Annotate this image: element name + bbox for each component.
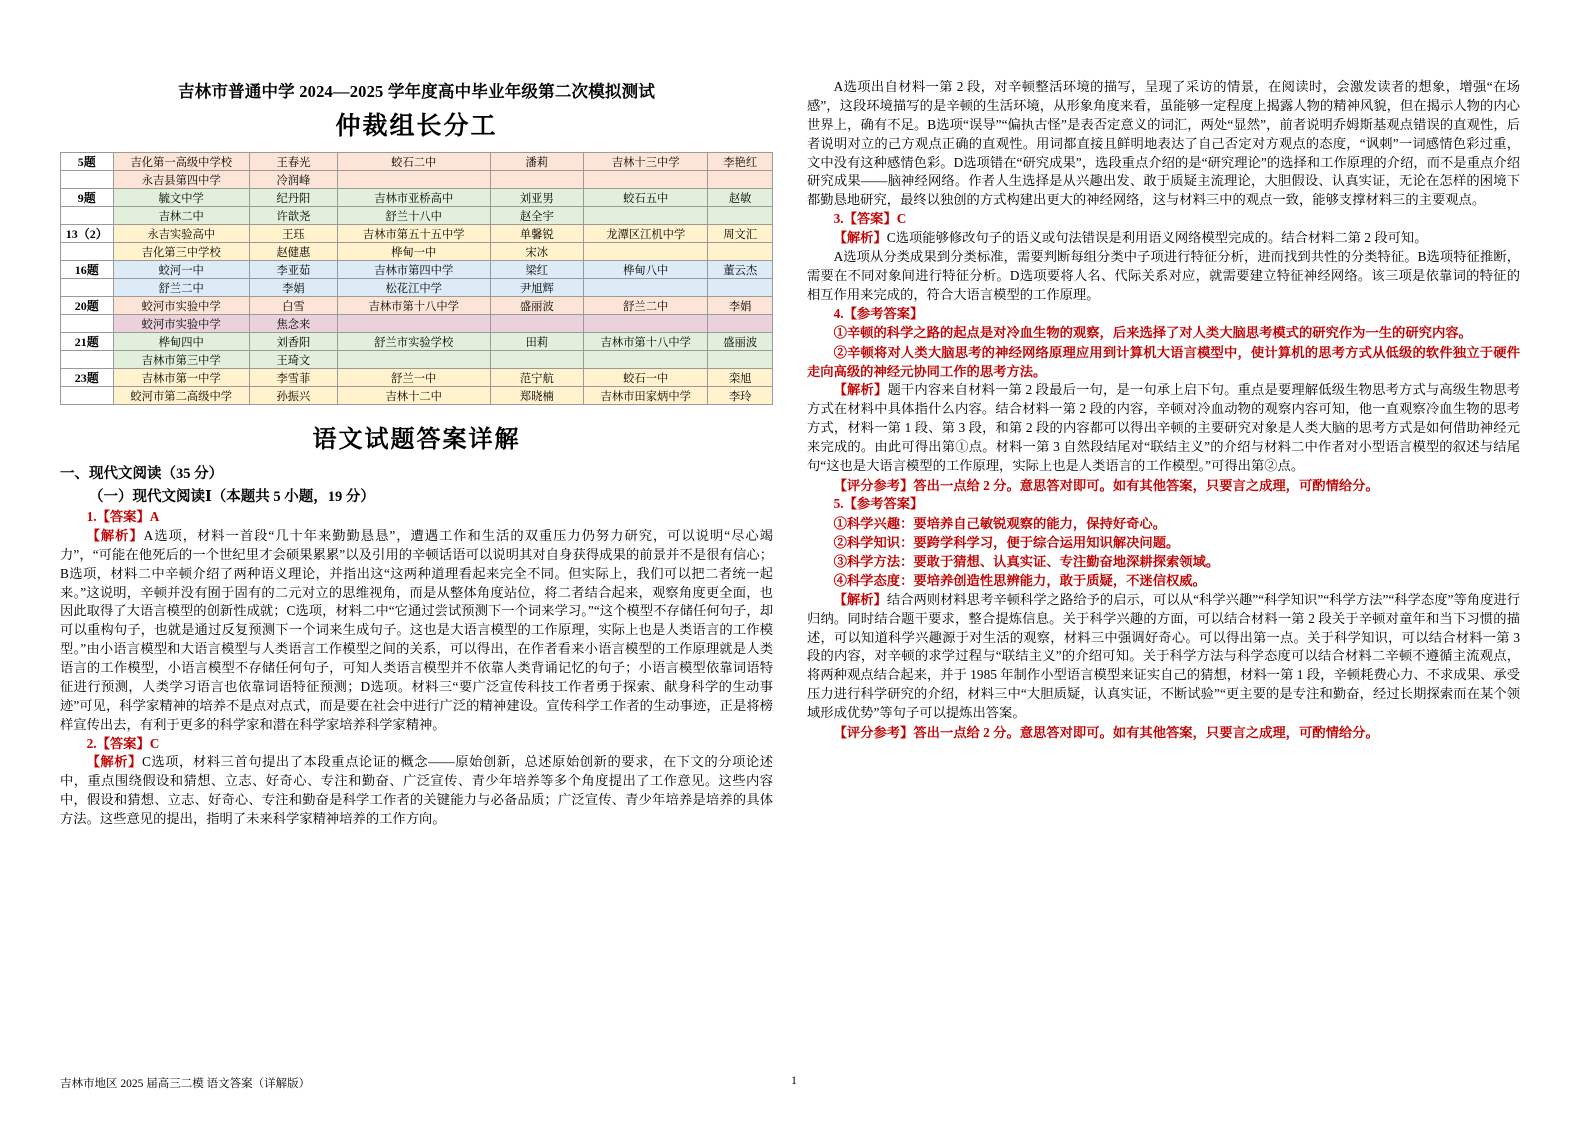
table-cell: 许歆尧	[249, 207, 337, 225]
table-cell: 郑晓楠	[490, 387, 584, 405]
table-cell: 桦甸八中	[584, 261, 708, 279]
table-cell	[708, 207, 773, 225]
table-cell: 舒兰十八中	[337, 207, 490, 225]
table-cell: 赵全宇	[490, 207, 584, 225]
table-cell: 赵敏	[708, 189, 773, 207]
table-cell: 吉林十三中学	[584, 153, 708, 171]
footer-left-text: 吉林市地区 2025 届高三二模 语文答案（详解版）	[60, 1078, 311, 1090]
table-cell: 吉林市第四中学	[337, 261, 490, 279]
table-cell: 吉林市田家炳中学	[584, 387, 708, 405]
question-5-score-note	[807, 723, 1520, 742]
table-cell	[490, 171, 584, 189]
question-number-cell: 20题	[61, 297, 114, 315]
table-cell	[337, 171, 490, 189]
question-number-cell: 13（2）	[61, 225, 114, 243]
table-cell: 宋冰	[490, 243, 584, 261]
right-column	[807, 78, 1520, 1038]
continued-explanation: A选项出自材料一第 2 段，对辛顿整活环境的描写，呈现了采访的情景，在阅读时，会激发读者的想象，增强“在场感”，这段环境描写的是辛顿的生活环境，从形象角度来看，虽能够一定程度上揭露人物的精神风貌，但在揭示人物的内心世界上，确有不足。B选项“误导”“偏执古怪”是表否定意义的词汇，两处“显然”，前者说明乔姆斯基观点错误的直观性，后者说明对立的己方观点正确的直观性。用词都直接且鲜明地表达了自己否定对方观点的态度，“讽刺”一词感情色彩过重，文中没有这种感情色彩。D选项错在“研究成果”，选段重点介绍的是“研究理论”的选择和工作原理的介绍，而不是重点介绍研究成果——脑神经网络。作者人生选择是从兴趣出发、敢于质疑主流理论，大胆假设、认真实证，无论在怎样的困境下都勤恳地研究，最终以独创的方式构建出更大的神经网络，这与材料三中的观点一致，能够支撑材料三的主要观点。	[807, 79, 1520, 208]
two-column-layout	[60, 78, 1528, 1038]
q5-score-text: 答出一点给 2 分。意思答对即可。如有其他答案，只要言之成理，可酌情给分。	[913, 724, 1379, 740]
question-2-answer	[60, 735, 773, 754]
q5-number: 5.	[833, 495, 844, 511]
table-cell: 舒兰一中	[337, 369, 490, 387]
table-cell	[490, 315, 584, 333]
question-number-cell	[61, 171, 114, 189]
q4-score-tag: 【评分参考】	[833, 477, 914, 493]
table-cell	[584, 279, 708, 297]
table-cell: 蛟河市实验中学	[113, 297, 249, 315]
table-row	[61, 351, 773, 369]
table-cell: 龙潭区江机中学	[584, 225, 708, 243]
document-subtitle: 仲裁组长分工	[335, 113, 498, 140]
table-cell: 李艳红	[708, 153, 773, 171]
table-cell: 蛟河市第二高级中学	[113, 387, 249, 405]
table-cell: 冷润峰	[249, 171, 337, 189]
table-cell	[584, 315, 708, 333]
table-row	[61, 225, 773, 243]
table-cell: 吉化第一高级中学校	[113, 153, 249, 171]
table-cell	[708, 279, 773, 297]
q5-explain-tag: 【解析】	[833, 591, 887, 607]
q4-explain-tag: 【解析】	[833, 382, 888, 398]
table-cell: 吉林市第十八中学	[584, 333, 708, 351]
table-cell: 永吉实验高中	[113, 225, 249, 243]
table-row	[61, 189, 773, 207]
table-cell: 王珏	[249, 225, 337, 243]
q1-answer-tag: 【答案】	[96, 509, 150, 524]
table-cell: 蛟石二中	[337, 153, 490, 171]
table-cell: 刘亚男	[490, 189, 584, 207]
table-cell	[584, 171, 708, 189]
table-cell: 白雪	[249, 297, 337, 315]
table-cell: 吉林市第十八中学	[337, 297, 490, 315]
table-cell: 松花江中学	[337, 279, 490, 297]
heading-modern-reading: 一、现代文阅读（35 分）	[60, 466, 224, 482]
table-cell: 吉林市第五十五中学	[337, 225, 490, 243]
table-row	[61, 315, 773, 333]
table-cell: 桦甸四中	[113, 333, 249, 351]
table-cell	[584, 351, 708, 369]
table-cell	[708, 171, 773, 189]
table-row	[61, 369, 773, 387]
table-cell: 周文汇	[708, 225, 773, 243]
q4-number: 4.	[833, 305, 844, 321]
question-number-cell: 23题	[61, 369, 114, 387]
q3-answer-value: C	[896, 211, 907, 227]
table-row	[61, 207, 773, 225]
question-number-cell	[61, 279, 114, 297]
question-1-explanation	[60, 527, 773, 735]
table-cell: 刘香阳	[249, 333, 337, 351]
q1-explain-text: A选项，材料一首段“几十年来勤勤恳恳”，遭遇工作和生活的双重压力仍努力研究，可以说明“尽心竭力”，“可能在他死后的一个世纪里才会硕果累累”以及引用的辛顿话语可以说明其对自身获得成果的前景并不是很有信心；B选项，材料二中辛顿介绍了两种语义理论，并指出这“这两种道理看起来完全不同。但实际上，我们可以把二者统一起来。”这说明，辛顿并没有囿于固有的二元对立的思维视角，而是从整体角度站位，将二者结合起来，观察角度更全面，也因此取得了大语言模型的创新性成就；C选项，材料二中“它通过尝试预测下一个词来学习。”“这个模型不存储任何句子，却可以重构句子，也就是通过反复预测下一个词来生成句子。这也是大语言模型的工作原理，实际上也是人类语言的工作模型。”由小语言模型和大语言模型与人类语言工作模型之间的关系，可以得出，在作者看来小语言模型的工作原理就是人类语言的工作模型，小语言模型不存储任何句子，可知人类语言模型并不依靠人类背诵记忆的句子；小语言模型依靠词语特征进行预测，人类学习语言也依靠词语特征预测；D选项。材料三“要广泛宣传科技工作者勇于探索、献身科学的生动事迹”可见，科学家精神的培养不是点对点式，而是要在社会中进行广泛的精神建设。宣传科学工作者的生动事迹，正是将榜样宣传出去，有利于更多的科学家和潜在科学家培养科学家精神。	[60, 527, 773, 732]
question-number-cell	[61, 243, 114, 261]
table-cell: 栾旭	[708, 369, 773, 387]
question-2-explanation	[60, 753, 773, 829]
q1-answer-value: A	[149, 509, 160, 524]
q3-explain-tag: 【解析】	[833, 230, 887, 245]
table-cell: 盛丽波	[708, 333, 773, 351]
table-cell: 舒兰市实验学校	[337, 333, 490, 351]
question-5-explanation	[807, 591, 1520, 723]
q2-answer-tag: 【答案】	[96, 735, 150, 751]
document-title: 吉林市普通中学 2024—2025 学年度高中毕业年级第二次模拟测试	[177, 82, 656, 101]
table-cell	[337, 351, 490, 369]
q3-number: 3.	[833, 211, 844, 227]
table-row	[61, 171, 773, 189]
table-row	[61, 243, 773, 261]
table-cell: 舒兰二中	[584, 297, 708, 315]
table-cell: 尹旭辉	[490, 279, 584, 297]
q5-score-tag: 【评分参考】	[833, 724, 914, 740]
question-number-cell	[61, 315, 114, 333]
table-cell	[708, 351, 773, 369]
table-cell: 焦念来	[249, 315, 337, 333]
q5-reference-tag: 【参考答案】	[843, 495, 924, 511]
question-3-explanation-2: A选项从分类成果到分类标准，需要判断每组分类中子项进行特征分析，进而找到共性的分类特征。B选项特征推断，需要在不同对象间进行特征分析。D选项要将人名、代际关系对应，就需要建立特征神经网络。该三项是依靠词的特征的相互作用来完成的，符合大语言模型的工作原理。	[807, 248, 1520, 302]
q2-number: 2.	[86, 735, 97, 751]
table-cell: 吉林市第三中学	[113, 351, 249, 369]
table-row	[61, 387, 773, 405]
table-cell: 舒兰二中	[113, 279, 249, 297]
q1-explain-tag: 【解析】	[86, 527, 144, 543]
page-footer	[60, 1075, 1528, 1091]
table-cell: 桦甸一中	[337, 243, 490, 261]
q4-reference-tag: 【参考答案】	[843, 305, 924, 321]
heading-modern-reading-1: （一）现代文阅读Ⅰ（本题共 5 小题，19 分）	[89, 489, 375, 505]
table-cell: 李亚茹	[249, 261, 337, 279]
table-row	[61, 153, 773, 171]
q4-explain-text: 题干内容来自材料一第 2 段最后一句，是一句承上启下句。重点是要理解低级生物思考方式与高级生物思考方式在材料中具体指什么内容。结合材料一第 2 段的内容，辛顿对冷血动物的观察内容可知，他一直观察冷血生物的思考方式，材料一第 1 段、第 3 段，和第 2 段的内容都可以得出辛顿的主要研究对象是人类大脑的思考方式是如何借助神经元来完成的。由此可得出第①点。材料一第 3 自然段结尾对“联结主义”的介绍与材料二中作者对小型语言模型的叙述与结尾句“这也是大语言模型的工作原理，实际上也是人类语言的工作模型。”可得出第②点。	[807, 382, 1521, 473]
table-cell: 吉林市亚桥高中	[337, 189, 490, 207]
left-column	[60, 78, 773, 1038]
assignment-table	[60, 152, 773, 405]
table-cell: 吉化第三中学校	[113, 243, 249, 261]
table-cell	[584, 243, 708, 261]
q1-number: 1.	[86, 509, 97, 524]
q3-answer-tag: 【答案】	[843, 211, 897, 227]
table-cell: 蛟石五中	[584, 189, 708, 207]
table-cell: 王春光	[249, 153, 337, 171]
question-5-answer-3: ③科学方法：要敢于猜想、认真实证、专注勤奋地深耕探索领域。	[833, 554, 1220, 570]
table-cell: 吉林市第一中学	[113, 369, 249, 387]
question-1-answer	[60, 508, 773, 527]
table-cell: 潘莉	[490, 153, 584, 171]
table-cell: 李雪菲	[249, 369, 337, 387]
answer-section-title: 语文试题答案详解	[312, 427, 521, 453]
question-number-cell	[61, 387, 114, 405]
question-3-answer	[807, 210, 1520, 229]
question-number-cell	[61, 351, 114, 369]
table-cell: 王琦文	[249, 351, 337, 369]
table-cell	[708, 315, 773, 333]
table-cell: 纪丹阳	[249, 189, 337, 207]
table-cell	[337, 315, 490, 333]
table-row	[61, 333, 773, 351]
table-cell	[584, 207, 708, 225]
question-5-answer-1: ①科学兴趣：要培养自己敏锐观察的能力，保持好奇心。	[833, 515, 1167, 531]
question-number-cell: 5题	[61, 153, 114, 171]
table-cell: 李娟	[708, 297, 773, 315]
question-5-answer-4: ④科学态度：要培养创造性思辨能力，敢于质疑，不迷信权威。	[833, 573, 1206, 589]
table-cell: 董云杰	[708, 261, 773, 279]
q2-explain-tag: 【解析】	[86, 754, 142, 770]
table-cell: 田莉	[490, 333, 584, 351]
question-5-answer-2: ②科学知识：要跨学科学习，便于综合运用知识解决问题。	[833, 534, 1180, 550]
question-4-answer-1: ①辛顿的科学之路的起点是对冷血生物的观察，后来选择了对人类大脑思考模式的研究作为一生的研究内容。	[833, 325, 1472, 341]
table-cell: 孙振兴	[249, 387, 337, 405]
table-cell: 单馨锐	[490, 225, 584, 243]
q5-explain-text: 结合两则材料思考辛顿科学之路给予的启示，可以从“科学兴趣”“科学知识”“科学方法”“科学态度”等角度进行归纳。同时结合题干要求，整合提炼信息。关于科学兴趣的方面，可以结合材料一第 2 段关于辛顿对童年和当下习惯的描述，可以知道科学兴趣源于对生活的观察，材料三中强调好奇心。可以得出第一点。关于科学知识，可以结合材料一第 3 段的内容，对辛顿的求学过程与“联结主义”的介绍可知。关于科学方法与科学态度可以结合材料二辛顿不遵循主流观点，将两种观点结合起来，并于 1985 年制作小型语言模型来证实自己的猜想，材料一第 1 段，辛顿耗费心力、不求成果、承受压力进行科学研究的介绍，材料三中“大胆质疑，认真实证，不断试验”“更主要的是专注和勤奋，经过长期探索而在某个领域形成优势”等句子可以提炼出答案。	[807, 591, 1521, 720]
table-cell: 李娟	[249, 279, 337, 297]
question-3-explanation	[807, 229, 1520, 248]
table-cell: 蛟河一中	[113, 261, 249, 279]
question-5-label	[807, 495, 1520, 514]
table-row	[61, 261, 773, 279]
question-4-label	[807, 305, 1520, 324]
table-cell	[708, 243, 773, 261]
question-number-cell: 16题	[61, 261, 114, 279]
table-cell: 李玲	[708, 387, 773, 405]
table-cell: 吉林二中	[113, 207, 249, 225]
table-cell: 毓文中学	[113, 189, 249, 207]
table-row	[61, 297, 773, 315]
q3-explain-text: C选项能够修改句子的语义或句法错误是利用语义网络模型完成的。结合材料二第 2 段可知。	[886, 230, 1428, 245]
question-4-explanation	[807, 381, 1520, 475]
table-cell: 蛟石一中	[584, 369, 708, 387]
question-number-cell	[61, 207, 114, 225]
table-cell	[490, 351, 584, 369]
q2-answer-value: C	[149, 735, 160, 751]
table-cell: 赵健惠	[249, 243, 337, 261]
q4-score-text: 答出一点给 2 分。意思答对即可。如有其他答案，只要言之成理，可酌情给分。	[913, 477, 1379, 493]
question-number-cell: 9题	[61, 189, 114, 207]
page-number: 1	[791, 1075, 797, 1087]
table-cell: 蛟河市实验中学	[113, 315, 249, 333]
table-cell: 范宁航	[490, 369, 584, 387]
table-cell: 吉林十二中	[337, 387, 490, 405]
question-4-answer-2: ②辛顿将对人类大脑思考的神经网络原理应用到计算机大语言模型中，使计算机的思考方式从低级的软件独立于硬件走向高级的神经元协同工作的思考方法。	[807, 344, 1520, 379]
table-row	[61, 279, 773, 297]
table-cell: 永吉县第四中学	[113, 171, 249, 189]
question-4-score-note	[807, 476, 1520, 495]
q2-explain-text: C选项，材料三首句提出了本段重点论证的概念——原始创新，总述原始创新的要求，在下文的分项论述中，重点围绕假设和猜想、立志、好奇心、专注和勤奋、广泛宣传、青少年培养等多个角度提出了工作意见。这些内容中，假设和猜想、立志、好奇心、专注和勤奋是科学工作者的关键能力与必备品质；广泛宣传、青少年培养是培养的具体方法。这些意见的提出，指明了未来科学家精神培养的工作方向。	[60, 754, 773, 826]
table-cell: 梁红	[490, 261, 584, 279]
question-number-cell: 21题	[61, 333, 114, 351]
table-cell: 盛丽波	[490, 297, 584, 315]
